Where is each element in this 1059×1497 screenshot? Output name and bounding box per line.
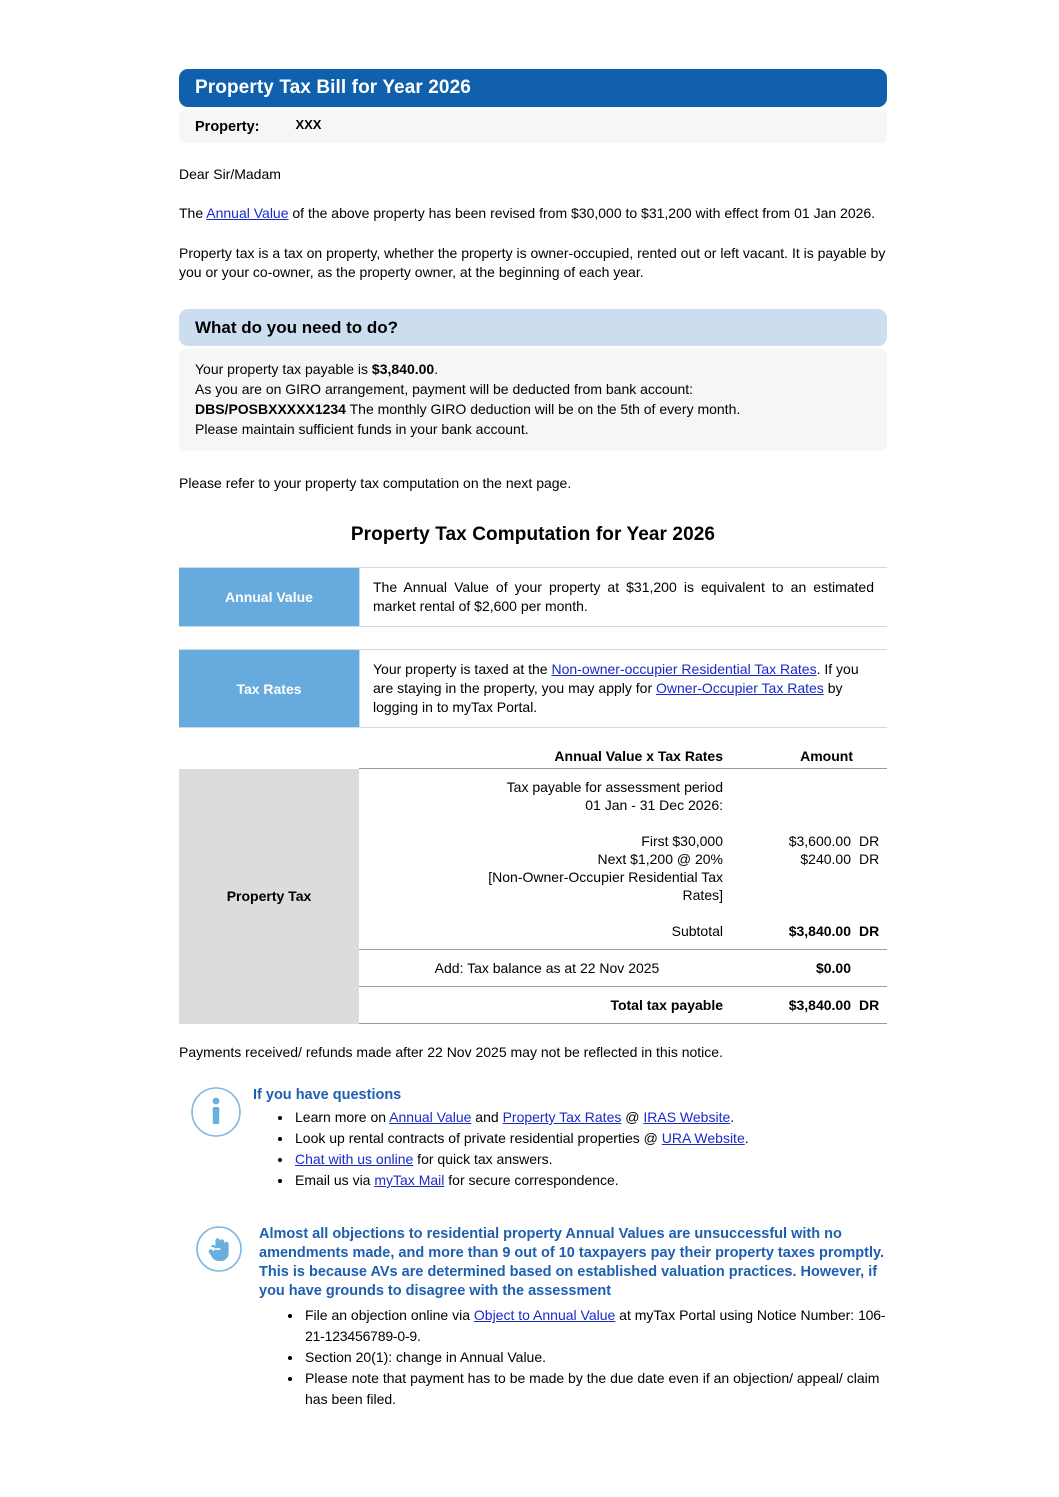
objection-heading: Almost all objections to residential property Annual Values are unsuccessful with no amendments made, and more than 9 out of 10 taxpayers pay their property taxes promptly. This is because AVs are determined based on established valuation practices. However, if you have grounds to disagree with the assessment	[259, 1226, 885, 1299]
intro-text-before: The	[179, 204, 207, 221]
q2-text-b: .	[744, 1130, 749, 1146]
what-to-do-heading: What do you need to do?	[195, 317, 399, 337]
questions-heading: If you have questions	[253, 1087, 402, 1103]
maintain-funds-line: Please maintain sufficient funds in your bank account.	[195, 421, 529, 437]
subtotal-label: Subtotal	[671, 923, 723, 939]
giro-line: As you are on GIRO arrangement, payment will be deducted from bank account:	[195, 381, 694, 397]
header-blank-cell	[179, 748, 359, 769]
questions-list	[253, 1107, 887, 1191]
assessment-period-cell	[359, 769, 733, 824]
annual-value-link[interactable]: Annual Value	[206, 204, 289, 221]
annual-value-block	[179, 567, 887, 627]
q4-text-b: for secure correspondence.	[444, 1172, 619, 1188]
q1-text-b: and	[471, 1109, 503, 1125]
what-to-do-header	[179, 309, 887, 346]
o1-text-b: at myTax Portal using Notice Number:	[615, 1307, 859, 1323]
q1-text-d: .	[730, 1109, 735, 1125]
payments-received-note: Payments received/ refunds made after 22 Nov 2025 may not be reflected in this notice.	[179, 1044, 723, 1060]
tax-balance-label: Add: Tax balance as at 22 Nov 2025	[359, 950, 733, 987]
payable-line	[195, 359, 871, 379]
bands-note-line1: [Non-Owner-Occupier Residential Tax	[488, 869, 723, 885]
tax-rates-block-body	[359, 650, 887, 727]
annual-value-info-link[interactable]: Annual Value	[389, 1109, 472, 1125]
assessment-period-dr	[853, 769, 887, 824]
annual-value-block-label: Annual Value	[179, 568, 359, 626]
computation-title: Property Tax Computation for Year 2026	[350, 524, 716, 545]
chat-online-link[interactable]: Chat with us online	[295, 1151, 414, 1167]
annual-value-revision-paragraph	[179, 204, 887, 223]
payable-amount: $3,840.00	[371, 361, 435, 377]
tax-rates-text-3: by logging in to myTax Portal.	[373, 680, 843, 715]
band-1-description: First $30,000	[641, 833, 723, 849]
tax-rates-text-1: Your property is taxed at the	[373, 661, 552, 677]
header-description: Annual Value x Tax Rates	[554, 748, 723, 764]
intro-text-after: of the above property has been revised from $30,000 to $31,200 with effect from 01 Jan 2026.	[288, 204, 876, 221]
q3-text-a: for quick tax answers.	[413, 1151, 553, 1167]
band-2-description: Next $1,200 @ 20%	[597, 851, 723, 867]
band-2-amount: $240.00	[800, 851, 851, 867]
q4-text-a: Email us via	[295, 1172, 375, 1188]
giro-deduction-note: The monthly GIRO deduction will be on the 5th of every month.	[345, 401, 741, 417]
object-to-annual-value-link[interactable]: Object to Annual Value	[473, 1307, 616, 1323]
stop-hand-icon	[179, 1223, 259, 1410]
property-tax-description-paragraph: Property tax is a tax on property, whether the property is owner-occupied, rented out or left vacant. It is payable by you or your co-owner, as the property owner, at the beginning of each year.	[179, 245, 886, 280]
list-item	[293, 1149, 887, 1170]
tax-balance-suffix	[853, 950, 887, 987]
notice-number: 106-21-123456789-0-9	[305, 1307, 886, 1344]
property-tax-rates-link[interactable]: Property Tax Rates	[502, 1109, 622, 1125]
ura-website-link[interactable]: URA Website	[661, 1130, 745, 1146]
band-1-suffix: DR	[859, 833, 880, 849]
list-item	[293, 1107, 887, 1128]
tax-bands-amounts	[733, 823, 853, 913]
giro-account-line	[195, 399, 871, 419]
q2-text-a: Look up rental contracts of private residential properties @	[295, 1130, 662, 1146]
o1-text-c: .	[417, 1328, 421, 1344]
non-owner-occupier-rates-link[interactable]: Non-owner-occupier Residential Tax Rates	[551, 661, 817, 677]
assessment-period-amount	[733, 769, 853, 824]
list-item: • Section 20(1): change in Annual Value.	[303, 1347, 887, 1368]
objection-callout	[179, 1223, 887, 1410]
bands-note-line2: Rates]	[682, 887, 723, 903]
total-tax-amount: $3,840.00	[733, 987, 853, 1024]
giro-account-number: DBS/POSBXXXXX1234	[195, 401, 346, 417]
assessment-period-line1: Tax payable for assessment period	[506, 779, 723, 795]
table-header-row	[179, 748, 887, 769]
document-title-bar	[179, 69, 887, 107]
objection-list	[259, 1305, 887, 1410]
list-item	[293, 1170, 887, 1191]
page-title: Property Tax Bill for Year 2026	[195, 77, 471, 98]
salutation: Dear Sir/Madam	[179, 166, 281, 182]
refer-computation-note: Please refer to your property tax computation on the next page.	[179, 475, 572, 491]
questions-callout-body	[253, 1084, 887, 1191]
info-circle-icon	[179, 1084, 253, 1191]
questions-callout	[179, 1084, 887, 1191]
header-amount: Amount	[800, 748, 853, 764]
tax-rates-block	[179, 649, 887, 728]
document-page	[179, 0, 887, 1410]
o1-text-a: File an objection online via	[305, 1307, 474, 1323]
tax-bands-cell	[359, 823, 733, 913]
tax-bands-dr	[853, 823, 887, 913]
total-tax-label: Total tax payable	[359, 987, 733, 1024]
tax-rates-text-2: . If you are staying in the property, you may apply for	[373, 661, 859, 696]
subtotal-suffix: DR	[859, 923, 880, 939]
subtotal-amount: $3,840.00	[788, 923, 851, 939]
total-tax-suffix: DR	[853, 987, 887, 1024]
iras-website-link[interactable]: IRAS Website	[643, 1109, 731, 1125]
payable-prefix: Your property tax payable is	[195, 361, 372, 377]
list-item: • Please note that payment has to be made by the due date even if an objection/ appeal/ claim has been filed.	[303, 1368, 887, 1410]
band-1-amount: $3,600.00	[788, 833, 851, 849]
q1-text-c: @	[621, 1109, 644, 1125]
tax-balance-amount: $0.00	[733, 950, 853, 987]
mytax-mail-link[interactable]: myTax Mail	[374, 1172, 445, 1188]
payable-suffix: .	[434, 361, 439, 377]
tax-rates-block-label: Tax Rates	[179, 650, 359, 727]
tax-computation-table	[179, 748, 887, 1024]
owner-occupier-rates-link[interactable]: Owner-Occupier Tax Rates	[656, 680, 824, 696]
list-item	[293, 1128, 887, 1149]
list-item	[303, 1305, 887, 1347]
property-value: XXX	[295, 116, 322, 132]
header-dr-cell	[853, 748, 887, 769]
property-tax-row-label: Property Tax	[179, 769, 359, 1024]
what-to-do-panel	[179, 349, 887, 451]
table-row	[179, 769, 887, 824]
q1-text-a: Learn more on	[295, 1109, 390, 1125]
objection-callout-body	[259, 1223, 887, 1410]
assessment-period-line2: 01 Jan - 31 Dec 2026:	[585, 797, 723, 813]
band-2-suffix: DR	[859, 851, 880, 867]
annual-value-block-body: The Annual Value of your property at $31,200 is equivalent to an estimated market rental of $2,600 per month.	[359, 568, 887, 626]
property-row	[179, 110, 887, 143]
property-label: Property:	[195, 118, 260, 135]
